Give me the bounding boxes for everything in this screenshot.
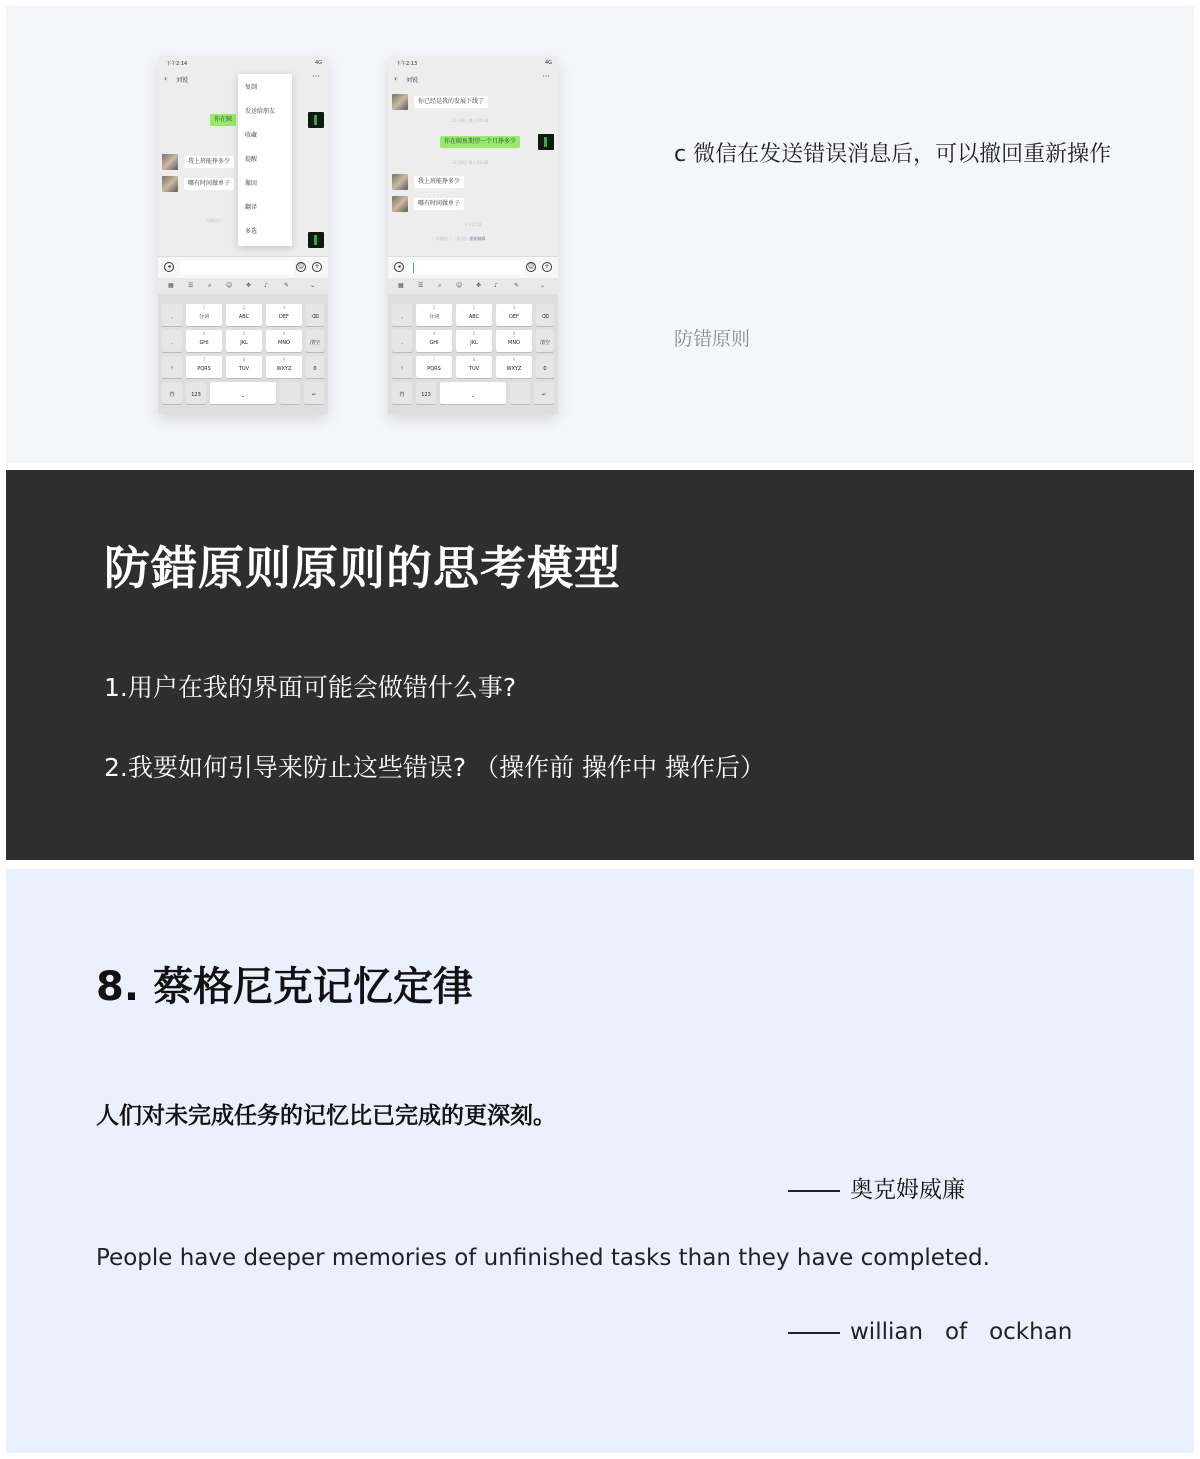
recall-text: 你撤回了一条消息 — [436, 236, 468, 241]
key[interactable] — [456, 304, 492, 326]
voice-icon[interactable]: ◂ — [394, 262, 404, 272]
message-bubble[interactable]: 你在鲸鱼期望一个月挣多少 — [440, 136, 520, 148]
key[interactable] — [186, 304, 222, 326]
grid-icon[interactable]: ▦ — [398, 282, 404, 289]
key[interactable] — [226, 356, 262, 378]
key-label: WXYZ — [276, 366, 292, 372]
key-number: 4 — [432, 331, 436, 336]
key[interactable] — [496, 304, 532, 326]
avatar — [392, 196, 408, 212]
key[interactable] — [186, 330, 222, 352]
key-label: PQRS — [197, 366, 211, 372]
clipboard-icon[interactable]: ✎ — [514, 282, 520, 289]
recall-notice: 你撤回了一 — [206, 218, 226, 223]
menu-item-copy[interactable]: 复制 — [245, 84, 258, 91]
key-number: 7 — [202, 357, 206, 362]
timestamp: 11月8日 晚上20:44 — [452, 118, 489, 123]
search-icon[interactable]: ⌕ — [438, 282, 442, 289]
quote-chinese: 人们对未完成任务的记忆比已完成的更深刻。 — [96, 1103, 556, 1129]
phone-screenshot-before — [158, 56, 328, 414]
section-title: 8. 蔡格尼克记忆定律 — [96, 964, 473, 1010]
symbol-key[interactable]: 符 — [392, 382, 412, 404]
key-number: 1 — [432, 305, 436, 310]
key-label: GHI — [429, 340, 439, 346]
key-label: MNO — [278, 340, 290, 346]
cursor-icon[interactable]: ✥ — [246, 282, 252, 289]
avatar — [392, 94, 408, 110]
author-chinese — [788, 1171, 965, 1204]
avatar — [162, 154, 178, 170]
chat-input-bar — [158, 256, 328, 279]
status-bar — [166, 60, 322, 68]
key-label: PQRS — [427, 366, 441, 372]
zero-key[interactable]: 0 — [536, 356, 554, 378]
number-mode-key[interactable]: 123 — [186, 382, 206, 404]
emoji-icon[interactable]: ☺ — [456, 282, 463, 289]
back-icon[interactable]: ‹ — [394, 74, 398, 83]
space-key[interactable]: ⎵ — [210, 382, 276, 404]
section-error-proof-example — [6, 6, 1194, 463]
reedit-link[interactable]: 重新编辑 — [469, 236, 486, 241]
enter-key[interactable]: ↵ — [304, 382, 324, 404]
emoji-icon[interactable]: ☺ — [297, 263, 305, 270]
key[interactable] — [416, 330, 452, 352]
list-icon[interactable]: ☰ — [418, 282, 424, 289]
key-label: JKL — [240, 340, 248, 346]
key-label: DEF — [279, 314, 289, 320]
key[interactable] — [186, 356, 222, 378]
chevron-down-icon[interactable]: ⌄ — [310, 282, 316, 289]
key-number: 3 — [282, 305, 286, 310]
clear-key[interactable]: 清空 — [306, 330, 324, 352]
key-number: 3 — [512, 305, 516, 310]
search-icon[interactable]: ⌕ — [208, 282, 212, 289]
number-mode-key[interactable]: 123 — [416, 382, 436, 404]
key-number: 4 — [202, 331, 206, 336]
key[interactable]: ! — [162, 356, 182, 378]
backspace-icon[interactable]: ⌫ — [306, 304, 324, 326]
avatar — [392, 174, 408, 190]
zero-key[interactable]: 0 — [306, 356, 324, 378]
plus-icon[interactable]: + — [542, 262, 552, 272]
recall-notice — [436, 236, 485, 242]
back-icon[interactable]: ‹ — [164, 74, 168, 83]
list-icon[interactable]: ☰ — [188, 282, 194, 289]
message-input[interactable] — [180, 261, 294, 275]
contact-name: 刘锐 — [176, 77, 189, 84]
timestamp: 11月8日 晚上20:06 — [452, 160, 489, 165]
menu-item-recall[interactable]: 撤回 — [245, 180, 258, 187]
chevron-down-icon[interactable]: ⌄ — [540, 282, 546, 289]
dash-divider — [788, 1332, 840, 1334]
quote-english: People have deeper memories of unfinished tasks than they have completed. — [96, 1245, 990, 1271]
key[interactable]: ! — [392, 356, 412, 378]
key-label: 分词 — [428, 314, 439, 320]
avatar — [162, 176, 178, 192]
mic-icon[interactable]: ♪ — [264, 282, 268, 289]
dash-divider — [788, 1190, 840, 1192]
text-cursor — [413, 263, 414, 273]
key[interactable] — [226, 330, 262, 352]
key-label: GHI — [199, 340, 209, 346]
space-key[interactable]: ⎵ — [440, 382, 506, 404]
clear-key[interactable]: 清空 — [536, 330, 554, 352]
key-label: WXYZ — [506, 366, 522, 372]
key-number: 9 — [512, 357, 516, 362]
key-number: 6 — [512, 331, 516, 336]
key-number: 8 — [242, 357, 246, 362]
cursor-icon[interactable]: ✥ — [476, 282, 482, 289]
keyboard-toolbar — [158, 278, 328, 294]
key[interactable] — [266, 330, 302, 352]
key-label: 分词 — [198, 314, 209, 320]
key-number: 6 — [282, 331, 286, 336]
symbol-key[interactable]: 符 — [162, 382, 182, 404]
message-bubble[interactable]: 哪有时间做单子 — [184, 178, 234, 190]
more-icon[interactable]: ··· — [312, 72, 320, 81]
menu-item-favorite[interactable]: 收藏 — [245, 132, 258, 139]
punct-key[interactable] — [510, 382, 530, 404]
key-label: ABC — [468, 314, 480, 320]
section-thinking-model — [6, 470, 1194, 860]
key-label: JKL — [470, 340, 478, 346]
avatar — [538, 134, 554, 150]
more-icon[interactable]: ··· — [542, 72, 550, 81]
emoji-icon[interactable]: ☺ — [226, 282, 233, 289]
key[interactable]: . — [392, 330, 412, 352]
message-bubble[interactable]: 我上班能挣多少 — [414, 176, 464, 188]
key-label: ABC — [238, 314, 250, 320]
menu-item-remind[interactable]: 提醒 — [245, 156, 258, 163]
section-title: 防錯原则原则的思考模型 — [104, 541, 621, 595]
voice-icon[interactable]: ◂ — [164, 262, 174, 272]
menu-item-multiselect[interactable]: 多选 — [245, 228, 258, 235]
key-number: 5 — [472, 331, 476, 336]
menu-item-forward[interactable]: 发送给朋友 — [245, 108, 276, 115]
backspace-icon[interactable]: ⌫ — [536, 304, 554, 326]
message-bubble[interactable]: 你已经是我的发展下线了 — [414, 96, 488, 108]
plus-icon[interactable]: + — [312, 262, 322, 272]
contact-name: 刘锐 — [406, 77, 419, 84]
key-label: DEF — [509, 314, 519, 320]
key[interactable] — [496, 330, 532, 352]
status-network: 4G — [544, 60, 552, 66]
key[interactable] — [456, 356, 492, 378]
author-english — [788, 1319, 1072, 1345]
mic-icon[interactable]: ♪ — [494, 282, 498, 289]
key[interactable] — [416, 356, 452, 378]
key-number: 9 — [282, 357, 286, 362]
context-menu — [238, 74, 292, 246]
punct-key[interactable] — [280, 382, 300, 404]
key-number: 2 — [472, 305, 476, 310]
key[interactable] — [416, 304, 452, 326]
example-caption: 防错原则 — [674, 328, 751, 350]
key-number: 7 — [432, 357, 436, 362]
message-bubble[interactable]: 哪有时间做单子 — [414, 198, 464, 210]
status-bar — [396, 60, 552, 68]
author-name: willian of ockhan — [850, 1319, 1073, 1345]
message-bubble[interactable]: 你在鲸 — [210, 114, 236, 126]
keyboard — [158, 294, 328, 414]
status-time: 下午2:14 — [166, 61, 188, 67]
chat-header — [392, 74, 554, 86]
key-label: MNO — [508, 340, 520, 346]
key-number: 1 — [202, 305, 206, 310]
key-label: TUV — [238, 366, 250, 372]
timestamp: 下午2:13 — [464, 222, 481, 227]
phone-screenshot-after — [388, 56, 558, 414]
key[interactable]: . — [162, 330, 182, 352]
status-network: 4G — [314, 60, 322, 66]
key[interactable] — [226, 304, 262, 326]
key[interactable] — [496, 356, 532, 378]
grid-icon[interactable]: ▦ — [168, 282, 174, 289]
section-zeigarnik-effect — [6, 869, 1194, 1453]
avatar — [308, 232, 324, 248]
chat-input-bar — [388, 256, 558, 279]
key-number: 8 — [472, 357, 476, 362]
clipboard-icon[interactable]: ✎ — [284, 282, 290, 289]
author-name: 奥克姆威廉 — [850, 1177, 965, 1203]
key-number: 2 — [242, 305, 246, 310]
keyboard-toolbar — [388, 278, 558, 294]
key[interactable] — [266, 304, 302, 326]
status-time: 下午2:13 — [396, 61, 418, 67]
message-input[interactable] — [410, 261, 524, 275]
question-1: 1.用户在我的界面可能会做错什么事? — [104, 673, 517, 702]
keyboard — [388, 294, 558, 414]
question-2: 2.我要如何引导来防止这些错误? （操作前 操作中 操作后） — [104, 753, 765, 782]
key[interactable]: , — [162, 304, 182, 326]
key[interactable] — [456, 330, 492, 352]
message-bubble[interactable]: 我上班能挣多少 — [184, 156, 234, 168]
key[interactable]: , — [392, 304, 412, 326]
key-label: TUV — [468, 366, 480, 372]
example-description: c 微信在发送错误消息后，可以撤回重新操作 — [674, 142, 1112, 167]
menu-item-translate[interactable]: 翻译 — [245, 204, 258, 211]
avatar — [308, 112, 324, 128]
enter-key[interactable]: ↵ — [534, 382, 554, 404]
key-number: 5 — [242, 331, 246, 336]
key[interactable] — [266, 356, 302, 378]
emoji-icon[interactable]: ☺ — [527, 263, 535, 270]
